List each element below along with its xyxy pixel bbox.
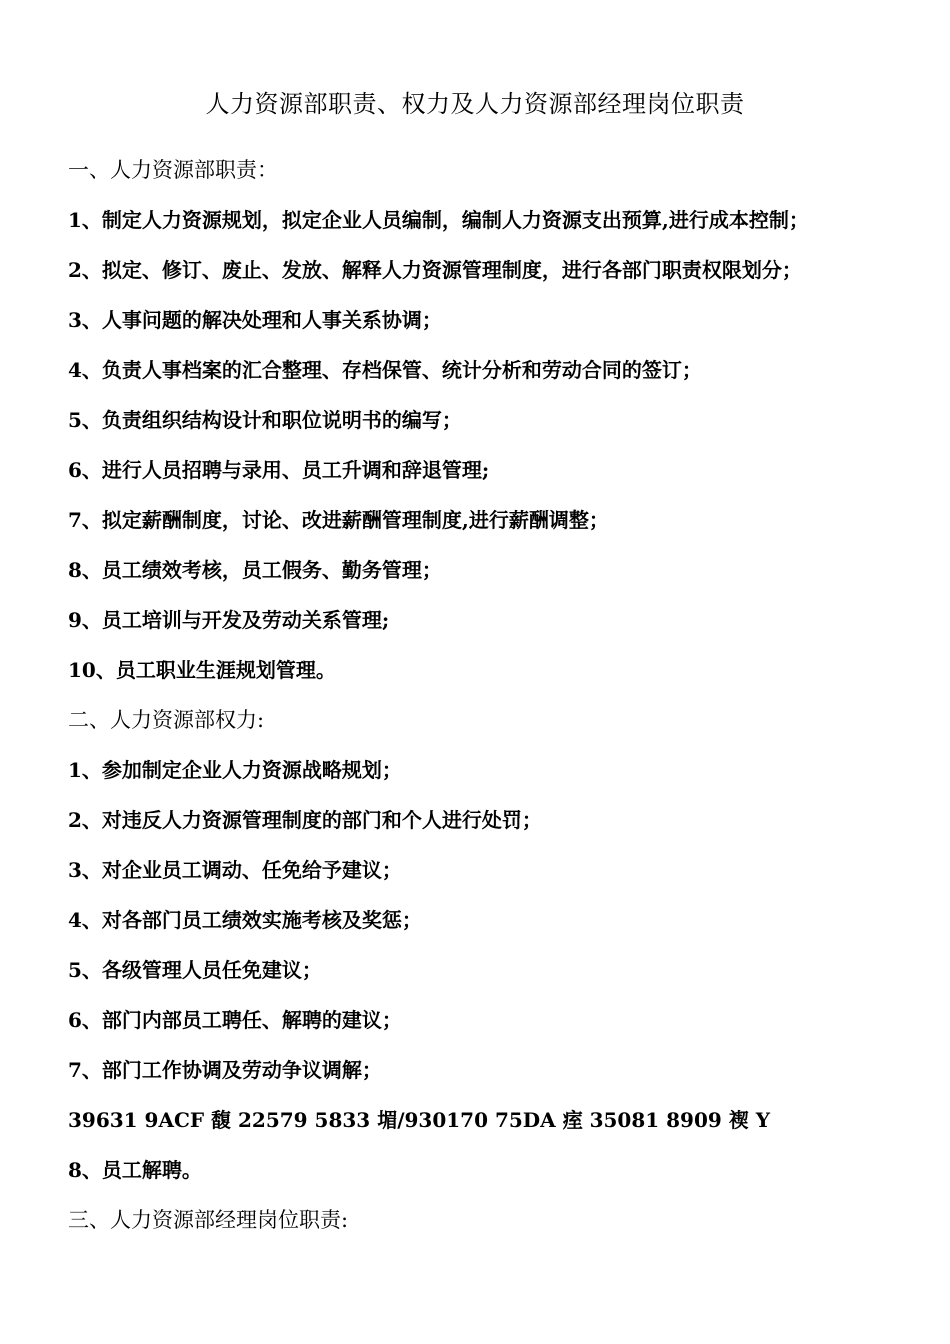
section-heading-manager-duties: 三、人力资源部经理岗位职责: [68, 1208, 349, 1232]
duty-item-9: 9、员工培训与开发及劳动关系管理; [68, 608, 390, 632]
power-item-2: 2、对违反人力资源管理制度的部门和个人进行处罚； [68, 808, 542, 832]
power-item-8: 8、员工解聘。 [68, 1158, 202, 1182]
power-item-6: 6、部门内部员工聘任、解聘的建议； [68, 1008, 402, 1032]
duty-item-8: 8、员工绩效考核，员工假务、勤务管理； [68, 558, 442, 582]
duty-item-5: 5、负责组织结构设计和职位说明书的编写； [68, 408, 462, 432]
power-item-3: 3、对企业员工调动、任免给予建议； [68, 858, 402, 882]
duty-item-6: 6、进行人员招聘与录用、员工升调和辞退管理; [68, 458, 490, 482]
power-item-5: 5、各级管理人员任免建议； [68, 958, 322, 982]
section-heading-powers: 二、人力资源部权力: [68, 708, 265, 732]
code-line: 39631 9ACF 馥 22579 5833 堳/930170 75DA 痓 35081 8909 褉 Y [68, 1108, 770, 1132]
duty-item-2: 2、拟定、修订、废止、发放、解释人力资源管理制度，进行各部门职责权限划分； [68, 258, 802, 282]
duty-item-4: 4、负责人事档案的汇合整理、存档保管、统计分析和劳动合同的签订； [68, 358, 702, 382]
document-title: 人力资源部职责、权力及人力资源部经理岗位职责 [205, 90, 745, 118]
document-body [68, 155, 898, 1255]
section-heading-duties: 一、人力资源部职责： [68, 158, 278, 182]
duty-item-3: 3、人事问题的解决处理和人事关系协调； [68, 308, 442, 332]
duty-item-1: 1、制定人力资源规划，拟定企业人员编制，编制人力资源支出预算,进行成本控制； [68, 208, 809, 232]
power-item-1: 1、参加制定企业人力资源战略规划； [68, 758, 402, 782]
duty-item-10: 10、员工职业生涯规划管理。 [68, 658, 336, 682]
power-item-4: 4、对各部门员工绩效实施考核及奖惩； [68, 908, 422, 932]
power-item-7: 7、部门工作协调及劳动争议调解； [68, 1058, 382, 1082]
duty-item-7: 7、拟定薪酬制度，讨论、改进薪酬管理制度,进行薪酬调整； [68, 508, 609, 532]
